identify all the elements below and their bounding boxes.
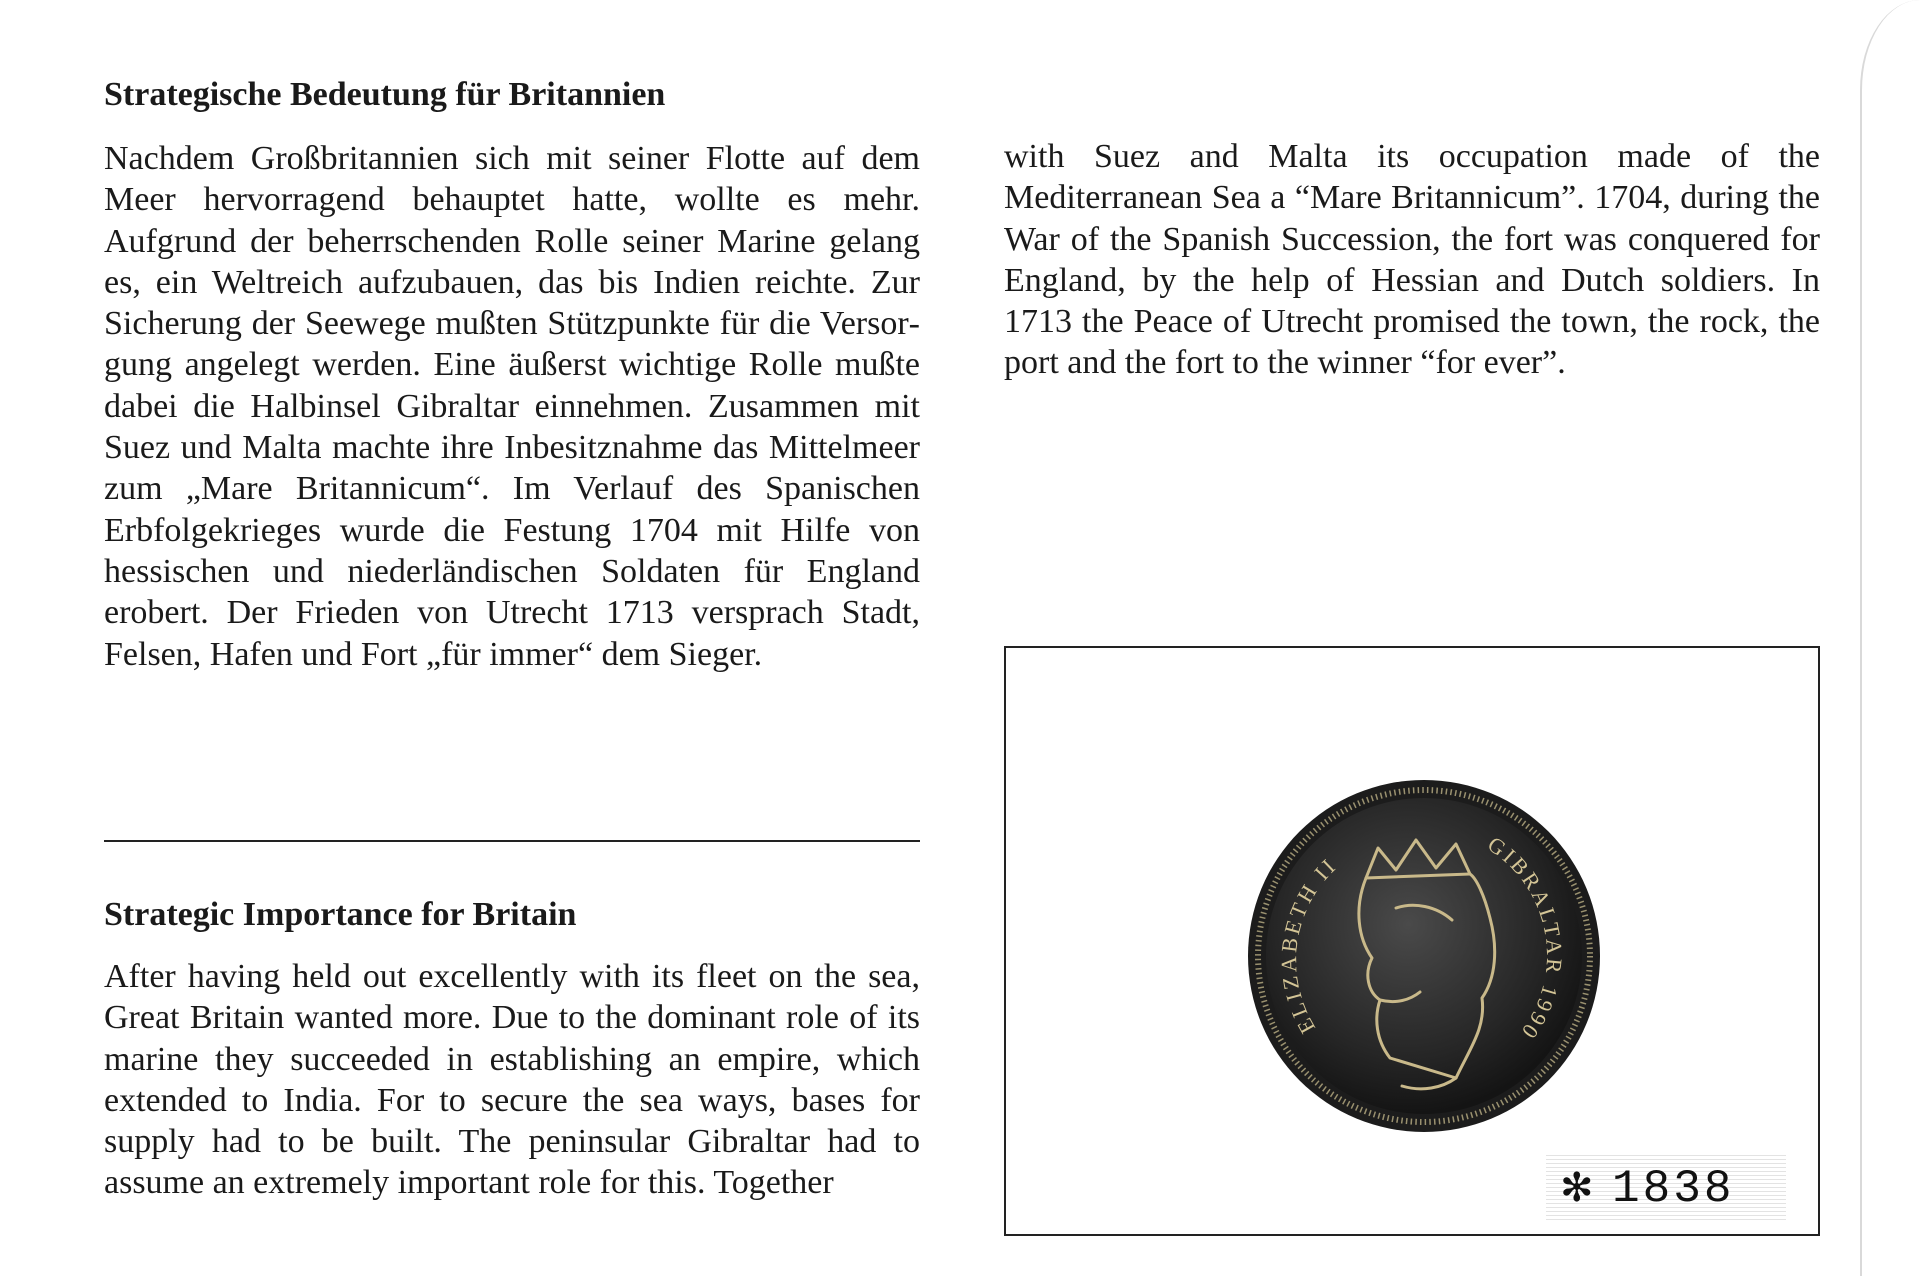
section-divider — [104, 840, 920, 842]
serial-number-box — [1546, 1152, 1786, 1222]
asterisk-icon: ✻ — [1560, 1165, 1594, 1211]
coin-frame — [1004, 646, 1820, 1236]
german-heading: Strategische Bedeutung für Britannien — [104, 76, 666, 113]
coin-inscription-left: ELIZABETH II — [1276, 852, 1342, 1038]
coin-image — [1246, 778, 1602, 1134]
german-body-text: Nachdem Großbritannien sich mit seiner Flotte auf dem Meer hervorragend behauptet hatte, wollte es mehr. Aufgrund der beherrschenden Rolle seiner Marine gelang es, ein Weltreich aufzubauen, das bis Indien reichte. Zur Sicherung der Seewege mußten Stützpunkte für die Versorgung angelegt werden. Eine äußerst wichtige Rolle mußte dabei die Halbinsel Gibraltar einnehmen. Zusammen mit Suez und Malta machte ihre Inbesitznahme das Mittelmeer zum „Mare Britannicum“. Im Verlauf des Spanischen Erbfolgekrieges wurde die Festung 1704 mit Hilfe von hessischen und niederländischen Soldaten für England erobert. Der Frieden von Utrecht 1713 versprach Stadt, Felsen, Hafen und Fort „für immer“ dem Sieger. — [104, 140, 920, 673]
coin-inscription-right: GIBRALTAR 1990 — [1483, 831, 1568, 1046]
english-heading: Strategic Importance for Britain — [104, 896, 577, 933]
page-edge — [1860, 0, 1920, 1276]
english-body-text: After having held out excellently with its fleet on the sea, Great Britain wanted more. Due to the dominant role of its marine they succeeded in establishing an empire, which extended to India. For to secure the sea ways, bases for supply had to be built. The peninsular Gibraltar had to assume an extremely important role for this. Together — [104, 958, 920, 1202]
serial-number: 1838 — [1612, 1163, 1735, 1215]
coin-face — [1266, 798, 1582, 1114]
english-body-continuation: with Suez and Malta its occupation made of the Mediterranean Sea a “Mare Britannicum”. 1704, during the War of the Spanish Succession, the fort was conquered for England, by the help of Hessian and Dutch soldiers. In 1713 the Peace of Utrecht promised the town, the rock, the port and the fort to the winner “for ever”. — [1004, 138, 1820, 382]
